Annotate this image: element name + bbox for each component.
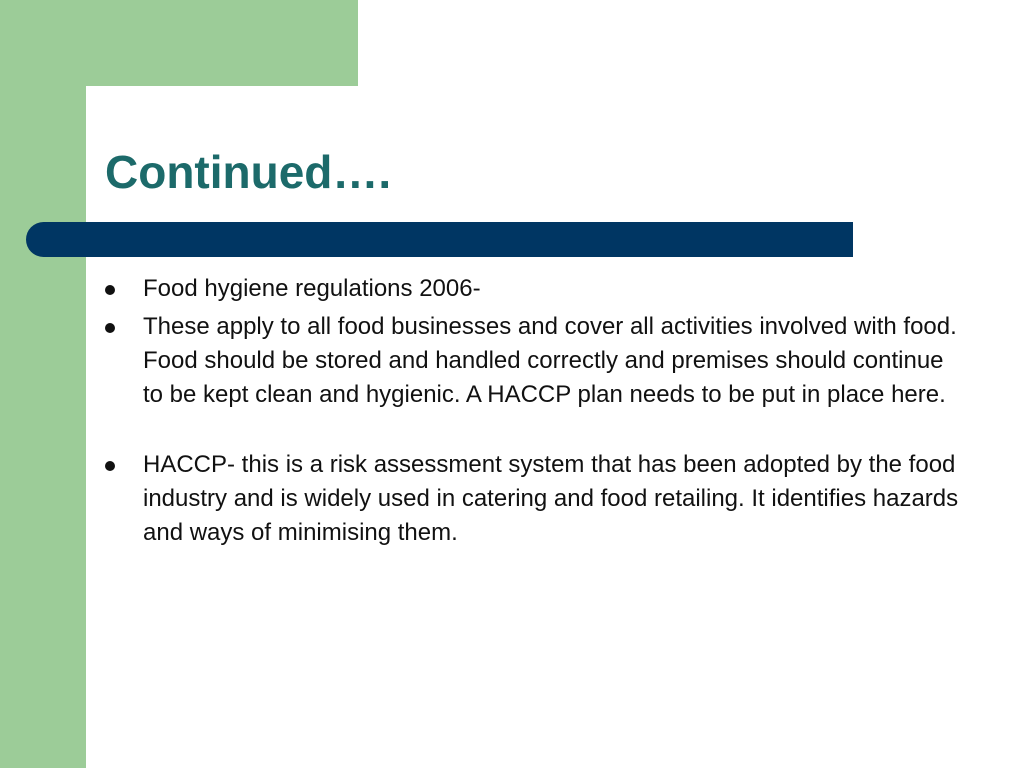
title-divider-bar bbox=[26, 222, 853, 257]
bullet-dot-icon bbox=[105, 285, 115, 295]
bullet-text: Food hygiene regulations 2006- bbox=[143, 275, 481, 302]
bullet-dot-icon bbox=[105, 461, 115, 471]
green-side-bar bbox=[0, 0, 86, 768]
green-top-block bbox=[0, 0, 358, 86]
bullet-item bbox=[105, 272, 965, 306]
bullet-text: HACCP- this is a risk assessment system that has been adopted by the food industry and is widely used in catering and food retailing. It identifies hazards and ways of minimising them. bbox=[143, 451, 959, 546]
slide-title: Continued…. bbox=[105, 146, 392, 198]
bullet-list bbox=[105, 272, 965, 554]
bullet-dot-icon bbox=[105, 323, 115, 333]
bullet-text: These apply to all food businesses and cover all activities involved with food. Food should be stored and handled correctly and premises should continue to be kept clean and hygienic. A HACCP plan needs to be put in place here. bbox=[143, 313, 957, 408]
bullet-item bbox=[105, 448, 965, 550]
bullet-item bbox=[105, 310, 965, 412]
